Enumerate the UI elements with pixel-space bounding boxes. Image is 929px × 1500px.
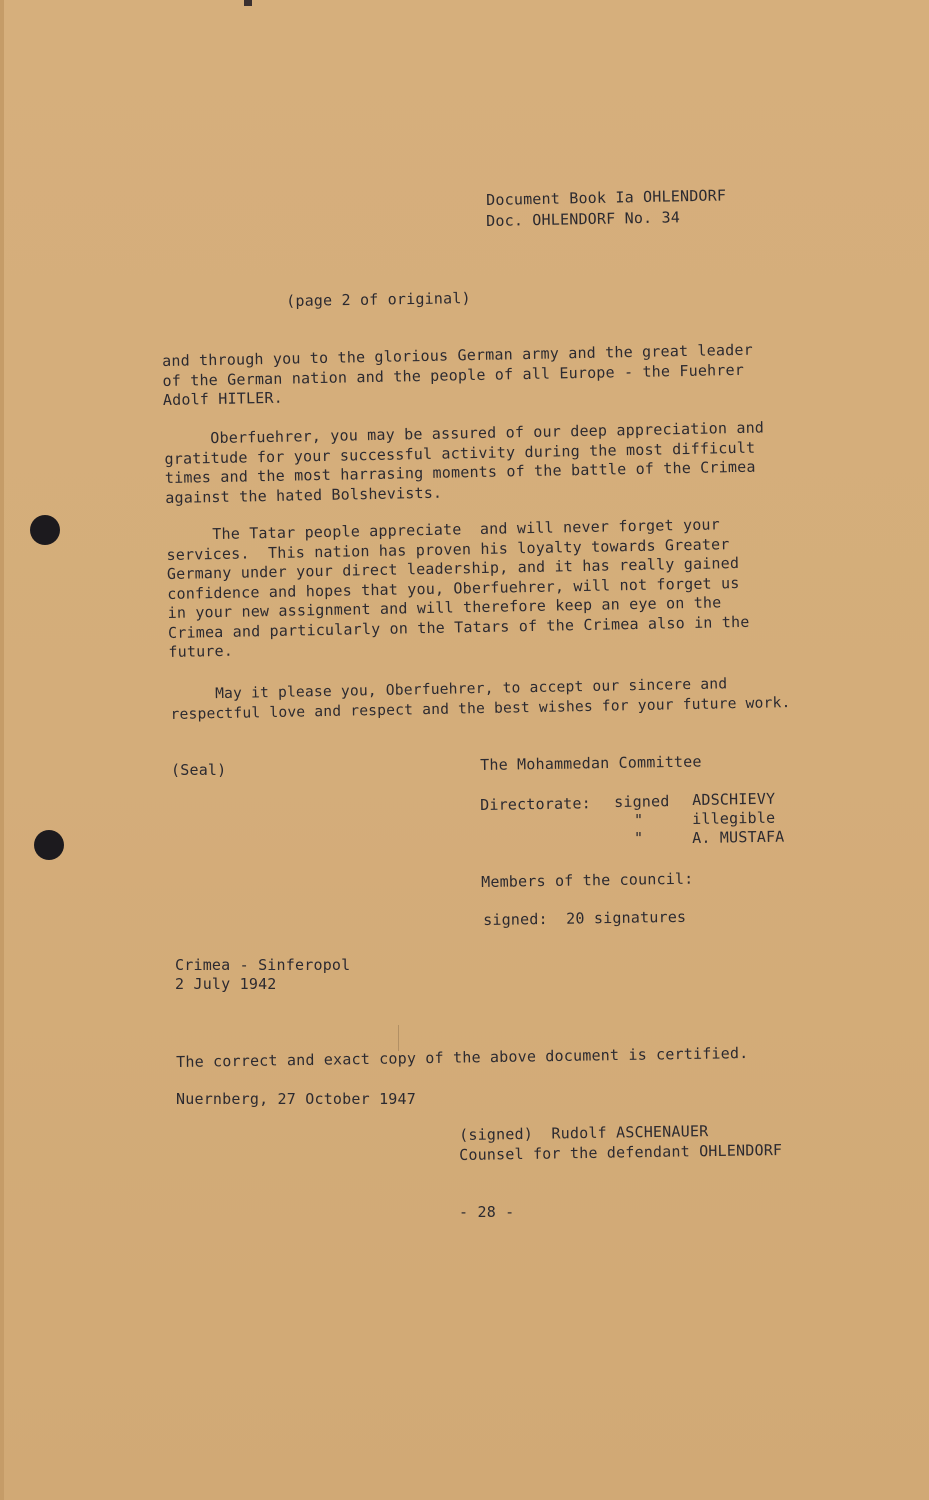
punch-hole-top — [30, 515, 60, 545]
page-note: (page 2 of original) — [286, 289, 471, 310]
signer-1: ADSCHIEVY — [692, 789, 776, 809]
date-line: 2 July 1942 — [175, 975, 277, 993]
ditto-mark-1: " — [634, 811, 644, 829]
counsel-title: Counsel for the defendant OHLENDORF — [459, 1140, 783, 1164]
page-number: - 28 - — [459, 1203, 515, 1221]
punch-hole-bottom — [34, 830, 64, 860]
counsel-signature: (signed) Rudolf ASCHENAUER — [459, 1122, 709, 1144]
paragraph-4: May it please you, Oberfuehrer, to accept our sincere and respectful love and respect and the best wishes for your future work. — [170, 675, 791, 723]
certification-place-date: Nuernberg, 27 October 1947 — [176, 1090, 416, 1108]
paragraph-2: Oberfuehrer, you may be assured of our deep appreciation and gratitude for your successful activity during the most difficult times and the most harrasing moments of the battle of the Crimea against the hated Bolshevists. — [164, 418, 765, 507]
committee-name: The Mohammedan Committee — [480, 752, 702, 774]
council-members-label: Members of the council: — [481, 869, 694, 891]
paragraph-1: and through you to the glorious German army and the great leader of the German nation and the people of all Europe - the Fuehrer Adolf HITLER. — [162, 340, 754, 409]
edge-mark — [0, 0, 4, 1500]
paper-fold-mark — [398, 1025, 399, 1051]
ditto-mark-2: " — [634, 829, 644, 847]
directorate-signed: signed — [614, 792, 670, 811]
staple-mark — [244, 0, 252, 6]
signer-2: illegible — [692, 808, 776, 828]
council-signatures: signed: 20 signatures — [483, 907, 687, 929]
certification-text: The correct and exact copy of the above document is certified. — [176, 1044, 749, 1071]
signer-3: A. MUSTAFA — [692, 827, 785, 847]
place-line: Crimea - Sinferopol — [175, 956, 351, 974]
document-book-line: Document Book Ia OHLENDORF — [486, 186, 727, 209]
paragraph-3: The Tatar people appreciate and will never forget your services. This nation has proven his loyalty towards Greater Germany under your direct leadership, and it has really gained confidence and hopes that you, Oberfuehrer, will not forget us in your new assignment and will therefore keep an eye on the Crimea and particularly on the Tatars of the Crimea also in the future. — [166, 515, 750, 661]
seal-label: (Seal) — [171, 761, 227, 779]
document-number-line: Doc. OHLENDORF No. 34 — [486, 208, 681, 230]
directorate-label: Directorate: — [480, 794, 592, 814]
